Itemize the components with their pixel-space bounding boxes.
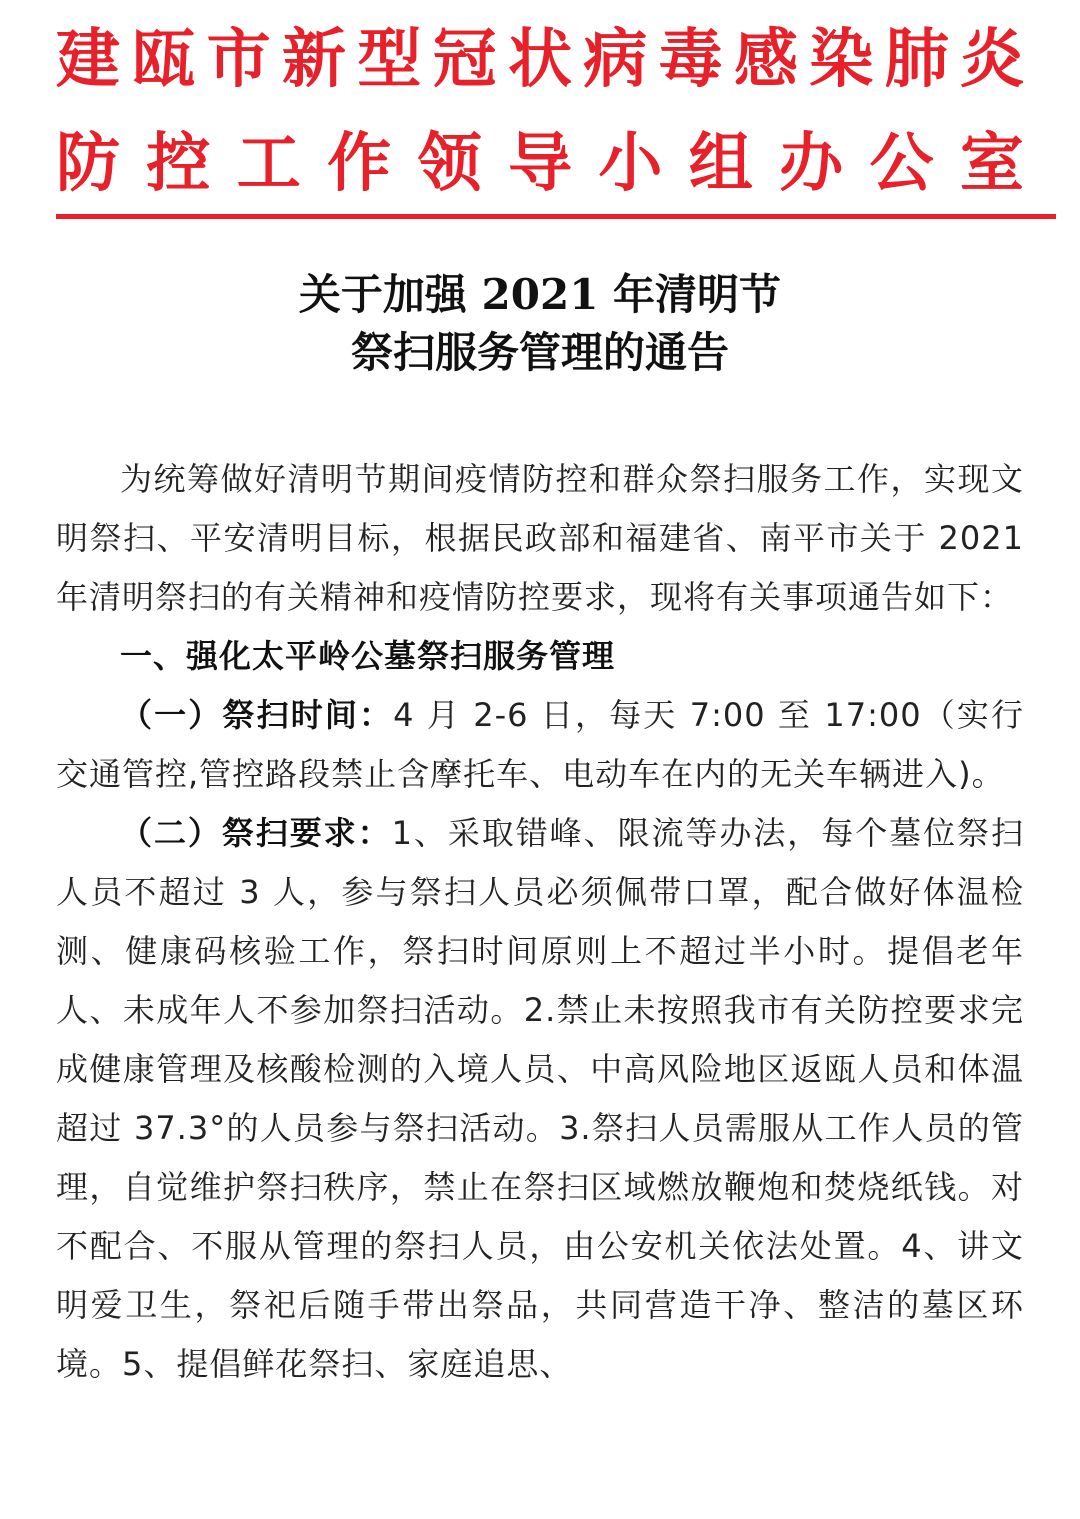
notice-title-line-1: 关于加强 2021 年清明节 [298, 270, 782, 319]
item-1-label: （一）祭扫时间： [120, 696, 394, 734]
item-2-text: 1、采取错峰、限流等办法，每个墓位祭扫人员不超过 3 人，参与祭扫人员必须佩带口罩，配合做好体温检测、健康码核验工作，祭扫时间原则上不超过半小时。提倡老年人、未成年人不参加祭扫活动。2.禁止未按照我市有关防控要求完成健康管理及核酸检测的入境人员、中高风险地区返瓯人员和体温超过 37.3°的人员参与祭扫活动。3.祭扫人员需服从工作人员的管理，自觉维护祭扫秩序，禁止在祭扫区域燃放鞭炮和焚烧纸钱。对不配合、不服从管理的祭扫人员，由公安机关依法处置。4、讲文明爱卫生，祭祀后随手带出祭品，共同营造干净、整洁的墓区环境。5、提倡鲜花祭扫、家庭追思、 [56, 814, 1024, 1383]
header-char: 工 [236, 126, 301, 201]
header-char: 小 [598, 126, 663, 201]
header-char: 导 [507, 126, 572, 201]
header-char: 炎 [959, 22, 1024, 97]
header-line-1 [56, 8, 1024, 112]
header-char: 控 [146, 126, 211, 201]
header-char: 冠 [432, 22, 497, 97]
header-char: 建 [56, 22, 120, 97]
issuing-office-header [56, 8, 1024, 216]
item-2-label: （二）祭扫要求： [120, 814, 392, 852]
item-1-paragraph [56, 686, 1024, 804]
header-char: 领 [417, 126, 482, 201]
item-2-paragraph [56, 804, 1024, 1394]
header-char: 感 [733, 22, 798, 97]
header-char: 公 [869, 126, 934, 201]
red-divider-line [56, 214, 1056, 219]
header-char: 作 [327, 126, 392, 201]
header-char: 防 [56, 126, 120, 201]
header-char: 毒 [658, 22, 723, 97]
section-1-heading: 一、强化太平岭公墓祭扫服务管理 [120, 637, 616, 675]
header-char: 组 [688, 126, 753, 201]
notice-title-line-2: 祭扫服务管理的通告 [350, 328, 729, 377]
notice-title [0, 266, 1080, 382]
header-char: 型 [357, 22, 422, 97]
notice-body [56, 450, 1024, 1394]
header-char: 染 [809, 22, 874, 97]
header-char: 市 [206, 22, 271, 97]
header-char: 状 [507, 22, 572, 97]
header-char: 新 [281, 22, 346, 97]
header-char: 办 [779, 126, 844, 201]
header-line-2 [56, 112, 1024, 216]
item-1-text: 4 月 2-6 日，每天 7:00 至 17:00（实行交通管控,管控路段禁止含摩托车、电动车在内的无关车辆进入)。 [56, 696, 1024, 793]
intro-paragraph: 为统筹做好清明节期间疫情防控和群众祭扫服务工作，实现文明祭扫、平安清明目标，根据民政部和福建省、南平市关于 2021 年清明祭扫的有关精神和疫情防控要求，现将有关事项通告如下： [56, 460, 1024, 616]
header-char: 病 [583, 22, 648, 97]
header-char: 瓯 [131, 22, 196, 97]
header-char: 肺 [884, 22, 949, 97]
header-char: 室 [959, 126, 1024, 201]
